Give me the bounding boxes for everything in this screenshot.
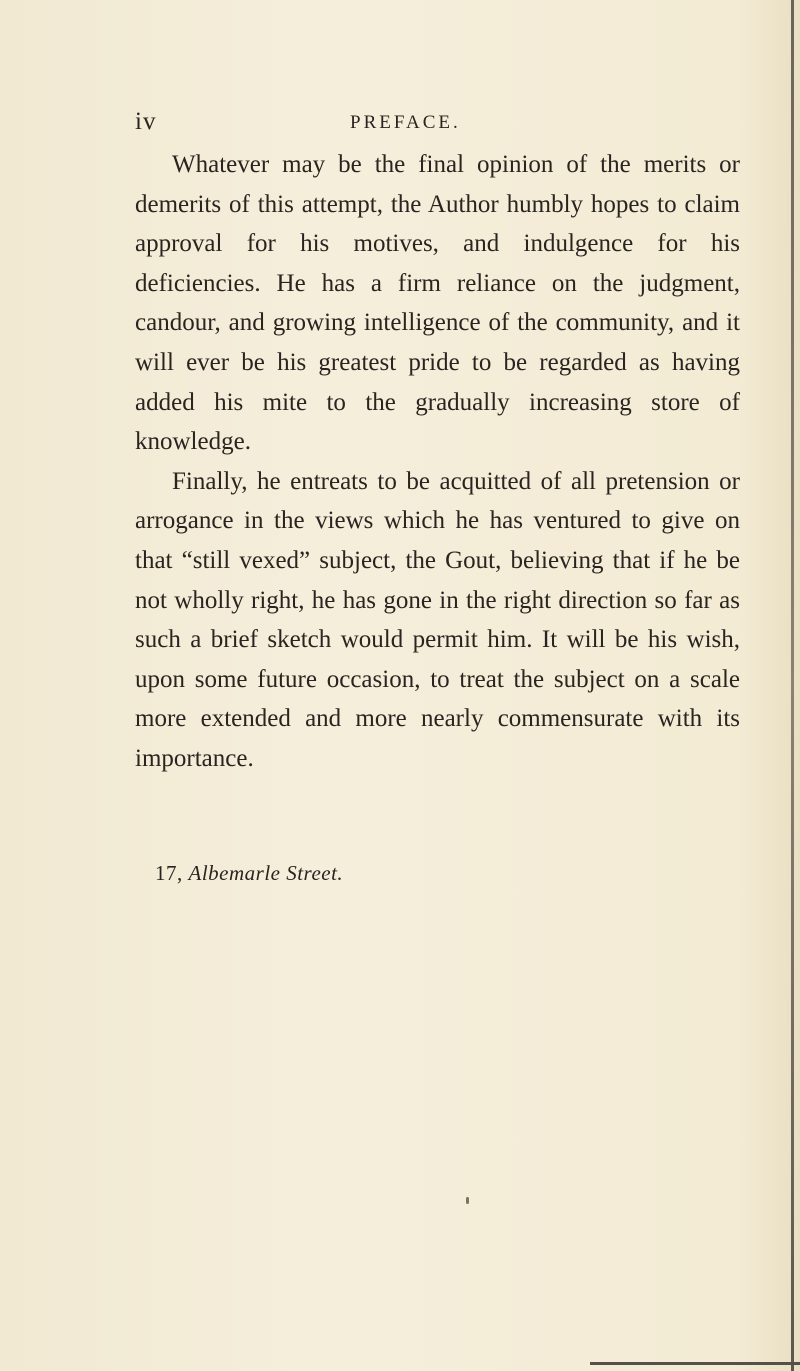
running-title: PREFACE. [350, 112, 461, 133]
address-number: 17, [155, 861, 183, 885]
paragraph-1: Whatever may be the final opinion of the merits or demerits of this attempt, the Author humbly hopes to claim approval for his motives, and indulgence for his deficiencies. He has a firm reliance on the judgment, candour, and growing intelligence of the community, and it will ever be his greatest pride to be regarded as having added his mite to the gradually increasing store of knowledge. [135, 151, 740, 456]
address-street: Albemarle Street. [188, 861, 344, 885]
page-number: iv [135, 108, 157, 135]
author-address [155, 861, 343, 886]
page-bottom-edge [590, 1362, 800, 1365]
page-edge-shadow [791, 0, 794, 1371]
ink-speck [466, 1197, 469, 1204]
preface-body [135, 145, 740, 779]
paragraph-2: Finally, he entreats to be acquitted of all pretension or arrogance in the views which he has ventured to give on that “still vexed” subject, the Gout, believing that if he be not wholly right, he has gone in the right direction so far as such a brief sketch would permit him. It will be his wish, upon some future occasion, to treat the subject on a scale more extended and more nearly commensurate with its importance. [135, 467, 740, 772]
page-header [135, 108, 705, 138]
